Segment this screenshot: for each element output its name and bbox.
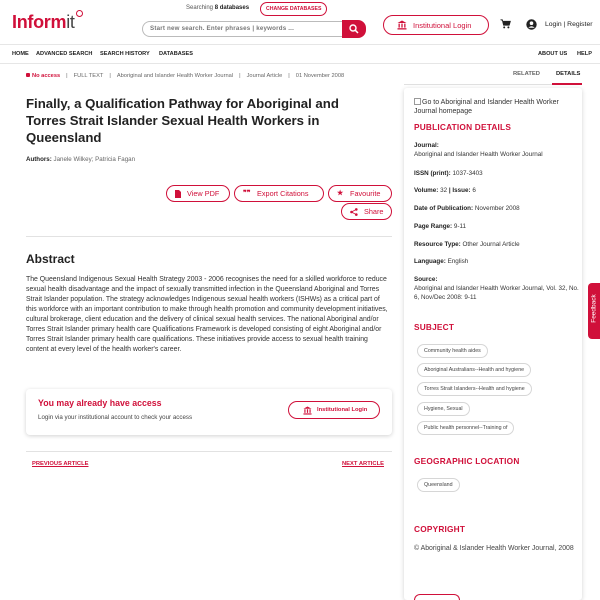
authors [26, 156, 135, 163]
broken-image-icon [414, 98, 421, 105]
resource-type-label: Resource Type: [414, 241, 461, 248]
institution-icon [397, 20, 407, 30]
nav-search-history[interactable]: SEARCH HISTORY [100, 51, 150, 57]
date-label: Date of Publication: [414, 205, 474, 212]
nav-advanced-search[interactable]: ADVANCED SEARCH [36, 51, 93, 57]
abstract-heading: Abstract [26, 252, 75, 266]
subject-tag[interactable]: Community health aides [417, 344, 488, 358]
logo-main: Inform [12, 12, 67, 32]
geographic-location-heading: GEOGRAPHIC LOCATION [414, 456, 520, 466]
active-tab-indicator [552, 83, 582, 85]
publication-date: 01 November 2008 [295, 73, 345, 79]
field-issn [414, 169, 579, 178]
language-label: Language: [414, 258, 446, 265]
article-meta: No access | FULL TEXT | Aboriginal and Islander Health Worker Journal | Journal Article | 01 November 2008 [26, 72, 396, 81]
field-date [414, 204, 579, 213]
tab-related[interactable]: RELATED [513, 71, 540, 77]
copyright-heading: COPYRIGHT [414, 524, 466, 534]
journal-value[interactable]: Aboriginal and Islander Health Worker Journal [414, 151, 543, 158]
export-citations-label: Export Citations [257, 189, 309, 198]
share-button[interactable] [341, 203, 392, 220]
journal-label: Journal: [414, 142, 439, 149]
language-value: English [447, 258, 469, 265]
full-text-label: FULL TEXT [73, 73, 104, 79]
article-title: Finally, a Qualification Pathway for Aboriginal and Torres Strait Islander Sexual Health Workers in Queensland [26, 96, 339, 145]
journal-homepage-alt: Go to Aboriginal and Islander Health Worker Journal homepage [414, 99, 559, 115]
page-range-value: 9-11 [453, 223, 467, 230]
subject-tag[interactable]: Hygiene, Sexual [417, 402, 470, 416]
issue-label: Issue: [452, 187, 471, 194]
search-icon [349, 24, 359, 34]
star-icon: ★ [337, 190, 344, 197]
volume-label: Volume: [414, 187, 439, 194]
sidebar-tabs [404, 66, 584, 84]
top-header [0, 0, 600, 44]
tab-details[interactable]: DETAILS [556, 71, 581, 77]
source-value: Aboriginal and Islander Health Worker Journal, Vol. 32, No. 6, Nov/Dec 2008: 9-11 [414, 285, 579, 301]
change-databases-button[interactable]: CHANGE DATABASES [260, 2, 327, 16]
page-range-label: Page Range: [414, 223, 453, 230]
nav-help[interactable]: HELP [577, 51, 592, 57]
logo-rest: it [66, 12, 75, 32]
institutional-login-button[interactable] [383, 15, 489, 35]
section-divider [26, 236, 392, 237]
share-icon [350, 208, 358, 216]
pagination-divider [26, 451, 392, 452]
lock-icon [26, 73, 30, 77]
search-button[interactable] [342, 20, 366, 38]
volume-value: 32 [440, 187, 448, 194]
main-nav [0, 44, 600, 64]
issue-value: 6 [472, 187, 476, 194]
nav-databases[interactable]: DATABASES [159, 51, 193, 57]
quote-icon: ❞❞ [243, 190, 251, 197]
copyright-text: © Aboriginal & Islander Health Worker Journal, 2008 [414, 545, 574, 552]
publication-details-heading: PUBLICATION DETAILS [414, 122, 512, 132]
no-access-label: No access [32, 73, 61, 79]
source-label: Source: [414, 276, 438, 283]
field-page-range [414, 222, 579, 231]
field-volume-issue: Volume: 32 | Issue: 6 [414, 187, 476, 194]
access-subtitle: Login via your institutional account to check your access [38, 414, 193, 421]
access-title: You may already have access [38, 398, 162, 408]
previous-article-link[interactable]: PREVIOUS ARTICLE [32, 461, 89, 467]
authors-names[interactable]: Janele Wilkey; Patricia Fagan [53, 156, 136, 163]
nav-home[interactable]: HOME [12, 51, 29, 57]
field-source [414, 275, 579, 302]
favourite-label: Favourite [350, 189, 381, 198]
subject-heading: SUBJECT [414, 322, 455, 332]
databases-count: 8 databases [214, 5, 250, 11]
document-icon [175, 190, 181, 198]
cart-icon[interactable] [500, 19, 511, 29]
field-journal [414, 141, 579, 159]
view-pdf-button[interactable] [166, 185, 230, 202]
subject-tag[interactable]: Aboriginal Australians--Health and hygiene [417, 363, 531, 377]
institution-icon [303, 406, 312, 415]
feedback-label: Feedback [590, 294, 598, 323]
geo-tag[interactable]: Queensland [417, 478, 460, 492]
export-citations-button[interactable] [234, 185, 324, 202]
resource-type-value: Other Journal Article [462, 241, 520, 248]
subject-tag[interactable]: Torres Strait Islanders--Health and hygiene [417, 382, 532, 396]
field-language [414, 257, 579, 266]
user-icon[interactable] [526, 19, 537, 30]
article-type: Journal Article [246, 73, 283, 79]
login-register-link[interactable]: Login | Register [545, 21, 593, 28]
search-input[interactable]: Start new search. Enter phrases | keywords ... [142, 21, 342, 37]
sidebar-bottom-button[interactable] [414, 594, 460, 600]
issn-value: 1037-3403 [452, 170, 483, 177]
card-institutional-login-label: Institutional Login [317, 407, 368, 413]
subject-tag[interactable]: Public health personnel--Training of [417, 421, 514, 435]
feedback-tab[interactable] [588, 283, 600, 339]
journal-name[interactable]: Aboriginal and Islander Health Worker Journal [116, 73, 234, 79]
access-card [26, 389, 392, 435]
abstract-text: The Queensland Indigenous Sexual Health Strategy 2003 - 2006 recognises the need for a skilled workforce to reduce sexual health disadvantage and the impact of sexually transmitted infection in the Queensland Aboriginal and Torres Strait Islander population. The strategy acknowledges Indigenous sexual health workers (ISHWs) as a critical part of this workforce with an important contribution to make through health promotion and community development initiatives, cultural brokerage, client education and the delivery of clinical sexual health services. The national Aboriginal and/or Torres Strait Islander primary health care Qualifications Framework is developed consisting of eight Aboriginal and/or Torres Strait Islander primary health care qualifications. These initiatives provide access to sexual health training content at every level of the health worker's career. [26, 276, 388, 353]
card-institutional-login-button[interactable] [288, 401, 380, 419]
authors-label: Authors: [26, 156, 52, 163]
searching-indicator [186, 5, 249, 11]
view-pdf-label: View PDF [187, 189, 220, 198]
field-resource-type [414, 240, 579, 249]
logo-dot-icon [76, 10, 83, 17]
details-sidebar [404, 88, 582, 600]
nav-about-us[interactable]: ABOUT US [538, 51, 568, 57]
informit-logo[interactable] [12, 12, 75, 33]
share-label: Share [364, 207, 384, 216]
journal-homepage-link[interactable] [414, 98, 574, 116]
issn-label: ISSN (print): [414, 170, 451, 177]
favourite-button[interactable] [328, 185, 392, 202]
institutional-login-label: Institutional Login [413, 21, 472, 30]
searching-prefix: Searching [186, 5, 214, 11]
next-article-link[interactable]: NEXT ARTICLE [342, 461, 384, 467]
date-value: November 2008 [474, 205, 520, 212]
